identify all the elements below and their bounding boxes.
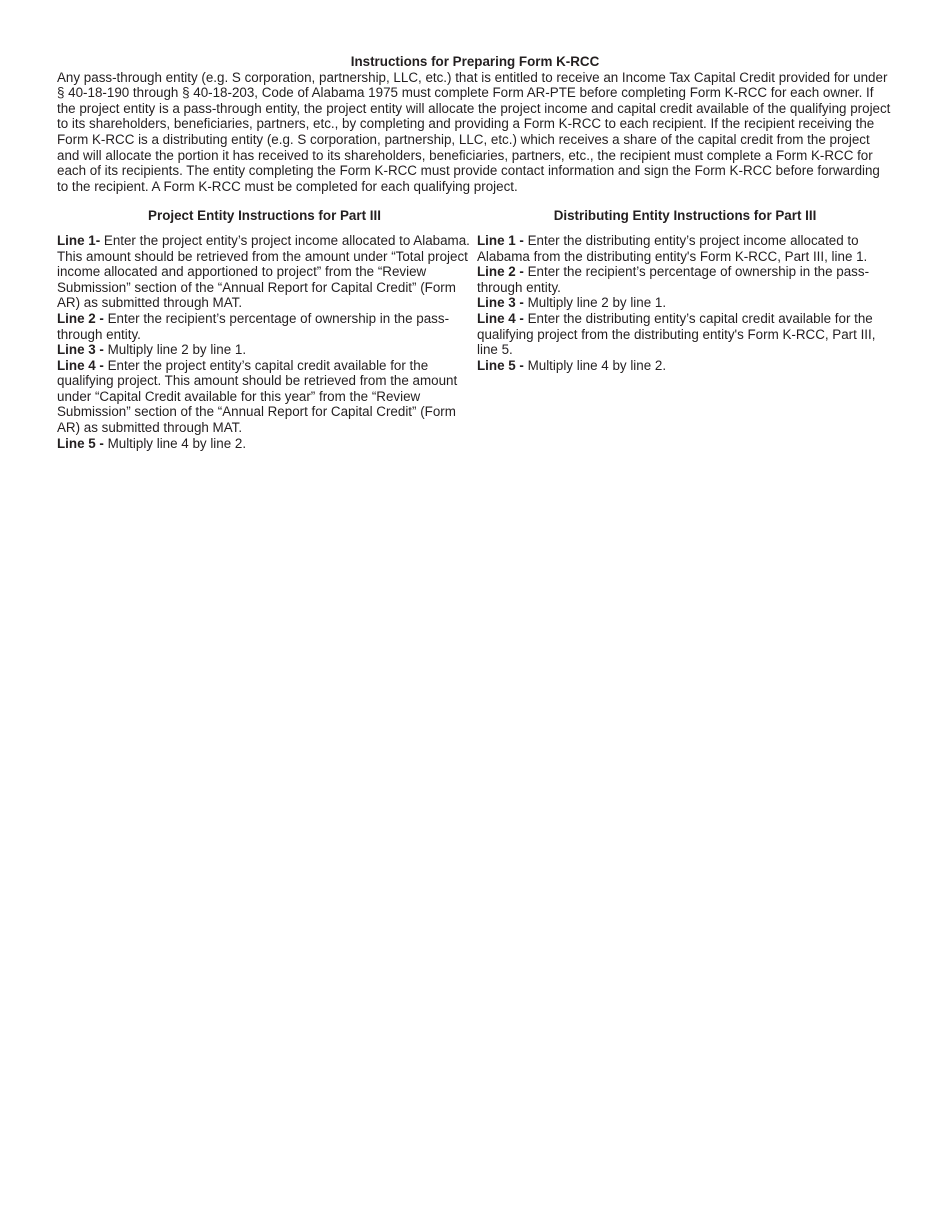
project-line-4	[57, 358, 472, 436]
intro-paragraph: Any pass-through entity (e.g. S corporation, partnership, LLC, etc.) that is entitled to receive an Income Tax Capital Credit provided for under § 40-18-190 through § 40-18-203, Code of Alabama 1975 must complete Form AR-PTE before completing Form K-RCC for each owner. If the project entity is a pass-through entity, the project entity will allocate the project income and capital credit available of the qualifying project to its shareholders, beneficiaries, partners, etc., by completing and providing a Form K-RCC to each recipient. If the recipient receiving the Form K-RCC is a distributing entity (e.g. S corporation, partnership, LLC, etc.) which receives a share of the capital credit from the project and will allocate the portion it has received to its shareholders, beneficiaries, partners, etc., the recipient must complete a Form K-RCC for each of its recipients. The entity completing the Form K-RCC must provide contact information and sign the Form K-RCC before forwarding to the recipient. A Form K-RCC must be completed for each qualifying project.	[57, 69, 891, 194]
line-label: Line 4 -	[477, 310, 524, 326]
line-text: Multiply line 4 by line 2.	[527, 357, 667, 373]
instructions-page	[57, 54, 893, 468]
line-label: Line 2 -	[477, 264, 524, 280]
project-line-3	[57, 342, 472, 358]
line-text: Multiply line 2 by line 1.	[107, 342, 247, 358]
line-label: Line 3 -	[57, 342, 104, 358]
project-line-2	[57, 311, 472, 342]
line-label: Line 5 -	[477, 357, 524, 373]
line-label: Line 1 -	[477, 232, 524, 248]
distributing-line-2	[477, 264, 893, 295]
page-title: Instructions for Preparing Form K-RCC	[350, 54, 600, 69]
line-label: Line 3 -	[477, 295, 524, 311]
line-text: Enter the distributing entity’s capital credit available for the qualifying project from the distributing entity's Form K-RCC, Part III, line 5.	[477, 310, 876, 358]
distributing-entity-heading: Distributing Entity Instructions for Part III	[553, 208, 817, 224]
project-entity-column	[57, 208, 472, 451]
line-label: Line 4 -	[57, 357, 104, 373]
line-label: Line 5 -	[57, 435, 104, 451]
line-text: Multiply line 4 by line 2.	[107, 435, 247, 451]
line-label: Line 1-	[57, 232, 101, 248]
line-text: Multiply line 2 by line 1.	[527, 295, 667, 311]
project-line-1	[57, 233, 472, 311]
line-text: Enter the project entity’s project income allocated to Alabama. This amount should be retrieved from the amount under “Total project income allocated and apportioned to project” from the “Review Submission” section of the “Annual Report for Capital Credit” (Form AR) as submitted through MAT.	[57, 232, 470, 311]
line-text: Enter the project entity’s capital credit available for the qualifying project. This amount should be retrieved from the amount under “Capital Credit available for this year” from the “Review Submission” section of the “Annual Report for Capital Credit” (Form AR) as submitted through MAT.	[57, 357, 458, 436]
distributing-line-1	[477, 233, 893, 264]
line-text: Enter the distributing entity’s project income allocated to Alabama from the distributing entity's Form K-RCC, Part III, line 1.	[477, 232, 868, 264]
distributing-entity-column	[477, 208, 893, 373]
distributing-line-3	[477, 295, 893, 311]
line-text: Enter the recipient’s percentage of ownership in the pass-through entity.	[477, 264, 870, 295]
distributing-line-4	[477, 311, 893, 358]
line-text: Enter the recipient’s percentage of ownership in the pass-through entity.	[57, 310, 450, 342]
part-iii-instructions	[57, 208, 893, 468]
project-line-5	[57, 436, 472, 452]
line-label: Line 2 -	[57, 310, 104, 326]
project-entity-heading: Project Entity Instructions for Part III	[148, 208, 381, 224]
distributing-line-5	[477, 358, 893, 374]
